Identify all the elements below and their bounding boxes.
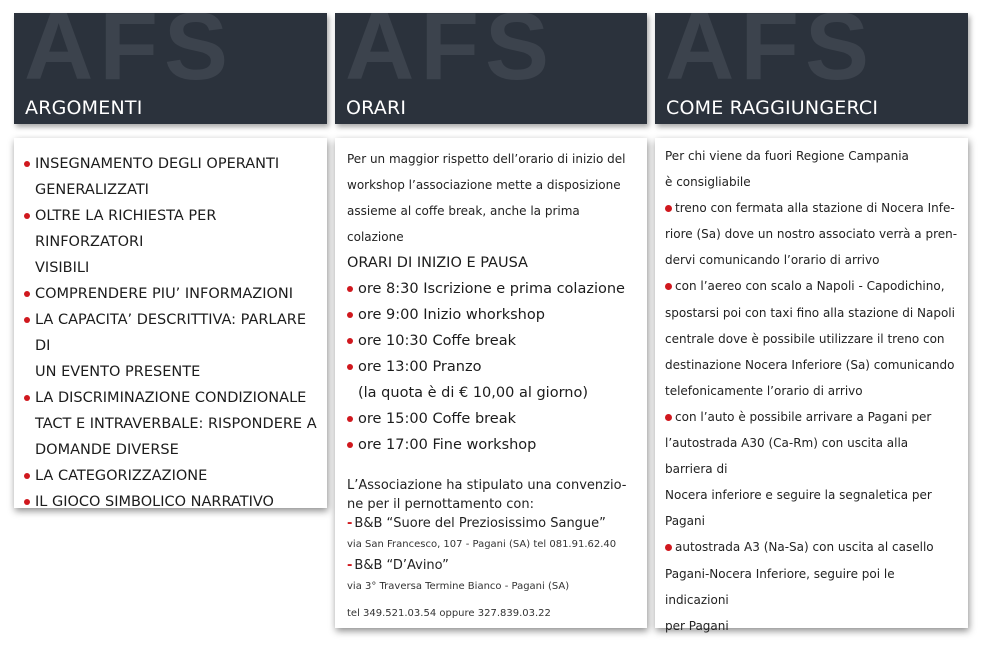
come-raggiungerci-card [655,138,968,633]
argomenti-header [14,13,327,124]
directions-intro: Per chi viene da fuori Regione Campania è consigliabile [665,149,909,190]
orari-title: ORARI [346,97,407,119]
red-bullet-icon [347,286,353,292]
red-bullet-icon [24,291,30,297]
afs-watermark: AFS [24,13,234,100]
schedule-item: ore 9:00 Inizio whorkshop [347,302,635,328]
hotel-name: - B&B “D’Avino” [347,558,449,573]
schedule-item: ore 17:00 Fine workshop [347,432,635,458]
red-bullet-icon [24,473,30,479]
hotel-address: via San Francesco, 107 - Pagani (SA) tel 081.91.62.40 [347,539,617,550]
afs-watermark: AFS [345,13,555,100]
red-bullet-icon [665,414,672,421]
red-bullet-icon [24,317,30,323]
red-bullet-icon [24,213,30,219]
topic-item: COMPRENDERE PIU’ INFORMAZIONI [24,281,317,307]
dash-icon: - [347,558,353,573]
red-bullet-icon [347,442,353,448]
red-bullet-icon [665,205,672,212]
red-bullet-icon [347,364,353,370]
topic-item: OLTRE LA RICHIESTA PER RINFORZATORI VISIBILI [24,203,317,281]
red-bullet-icon [665,544,672,551]
direction-item: autostrada A3 (Na-Sa) con uscita al casello Pagani-Nocera Inferiore, seguire poi le indicazioni per Pagani [665,540,934,633]
orari-card [335,138,647,628]
red-bullet-icon [24,499,30,505]
schedule-item: ore 15:00 Coffe break [347,406,635,432]
argomenti-title: ARGOMENTI [25,97,143,119]
afs-watermark: AFS [665,13,875,100]
schedule-item: ore 13:00 Pranzo [347,354,635,380]
direction-item: con l’aereo con scalo a Napoli - Capodichino, spostarsi poi con taxi fino alla stazione di Napoli centrale dove è possibile utilizzare il treno con destinazione Nocera Inferiore (Sa) comunicando telefonicamente l’orario di arrivo [665,279,955,398]
schedule-item: ore 10:30 Coffe break [347,328,635,354]
topic-item: LA CATEGORIZZAZIONE [24,463,317,489]
hotel-name: - B&B “Suore del Preziosissimo Sangue” [347,516,606,531]
phone-numbers: tel 349.521.03.54 oppure 327.839.03.22 [347,608,551,619]
red-bullet-icon [24,395,30,401]
direction-item: con l’auto è possibile arrivare a Pagani per l’autostrada A30 (Ca-Rm) con uscita alla barriera di Nocera inferiore e seguire la segnaletica per Pagani [665,409,932,529]
schedule-item: ore 8:30 Iscrizione e prima colazione [347,276,635,302]
topic-item: LA CAPACITA’ DESCRITTIVA: PARLARE DI UN EVENTO PRESENTE [24,307,317,385]
come-raggiungerci-header [655,13,968,124]
price-note: (la quota è di € 10,00 al giorno) [358,385,589,401]
come-raggiungerci-title: COME RAGGIUNGERCI [666,97,879,119]
schedule-heading: ORARI DI INIZIO E PAUSA [347,255,528,271]
dash-icon: - [347,516,353,531]
red-bullet-icon [347,416,353,422]
topic-item: IL GIOCO SIMBOLICO NARRATIVO [24,489,317,515]
red-bullet-icon [347,338,353,344]
orari-intro: Per un maggior rispetto dell’orario di inizio del workshop l’associazione mette a disposizione assieme al coffe break, anche la prima colazione [347,152,626,244]
hotel-address: via 3° Traversa Termine Bianco - Pagani (SA) [347,581,570,592]
red-bullet-icon [347,312,353,318]
association-text: L’Associazione ha stipulato una convenzio- ne per il pernottamento con: [347,478,627,512]
orari-header [335,13,647,124]
red-bullet-icon [665,283,672,290]
red-bullet-icon [24,161,30,167]
argomenti-card [14,138,327,508]
topic-item: INSEGNAMENTO DEGLI OPERANTI GENERALIZZATI [24,151,317,203]
topic-item: LA DISCRIMINAZIONE CONDIZIONALE TACT E INTRAVERBALE: RISPONDERE A DOMANDE DIVERSE [24,385,317,463]
direction-item: treno con fermata alla stazione di Nocera Infe- riore (Sa) dove un nostro associato verrà a pren- dervi comunicando l’orario di arrivo [665,201,958,268]
